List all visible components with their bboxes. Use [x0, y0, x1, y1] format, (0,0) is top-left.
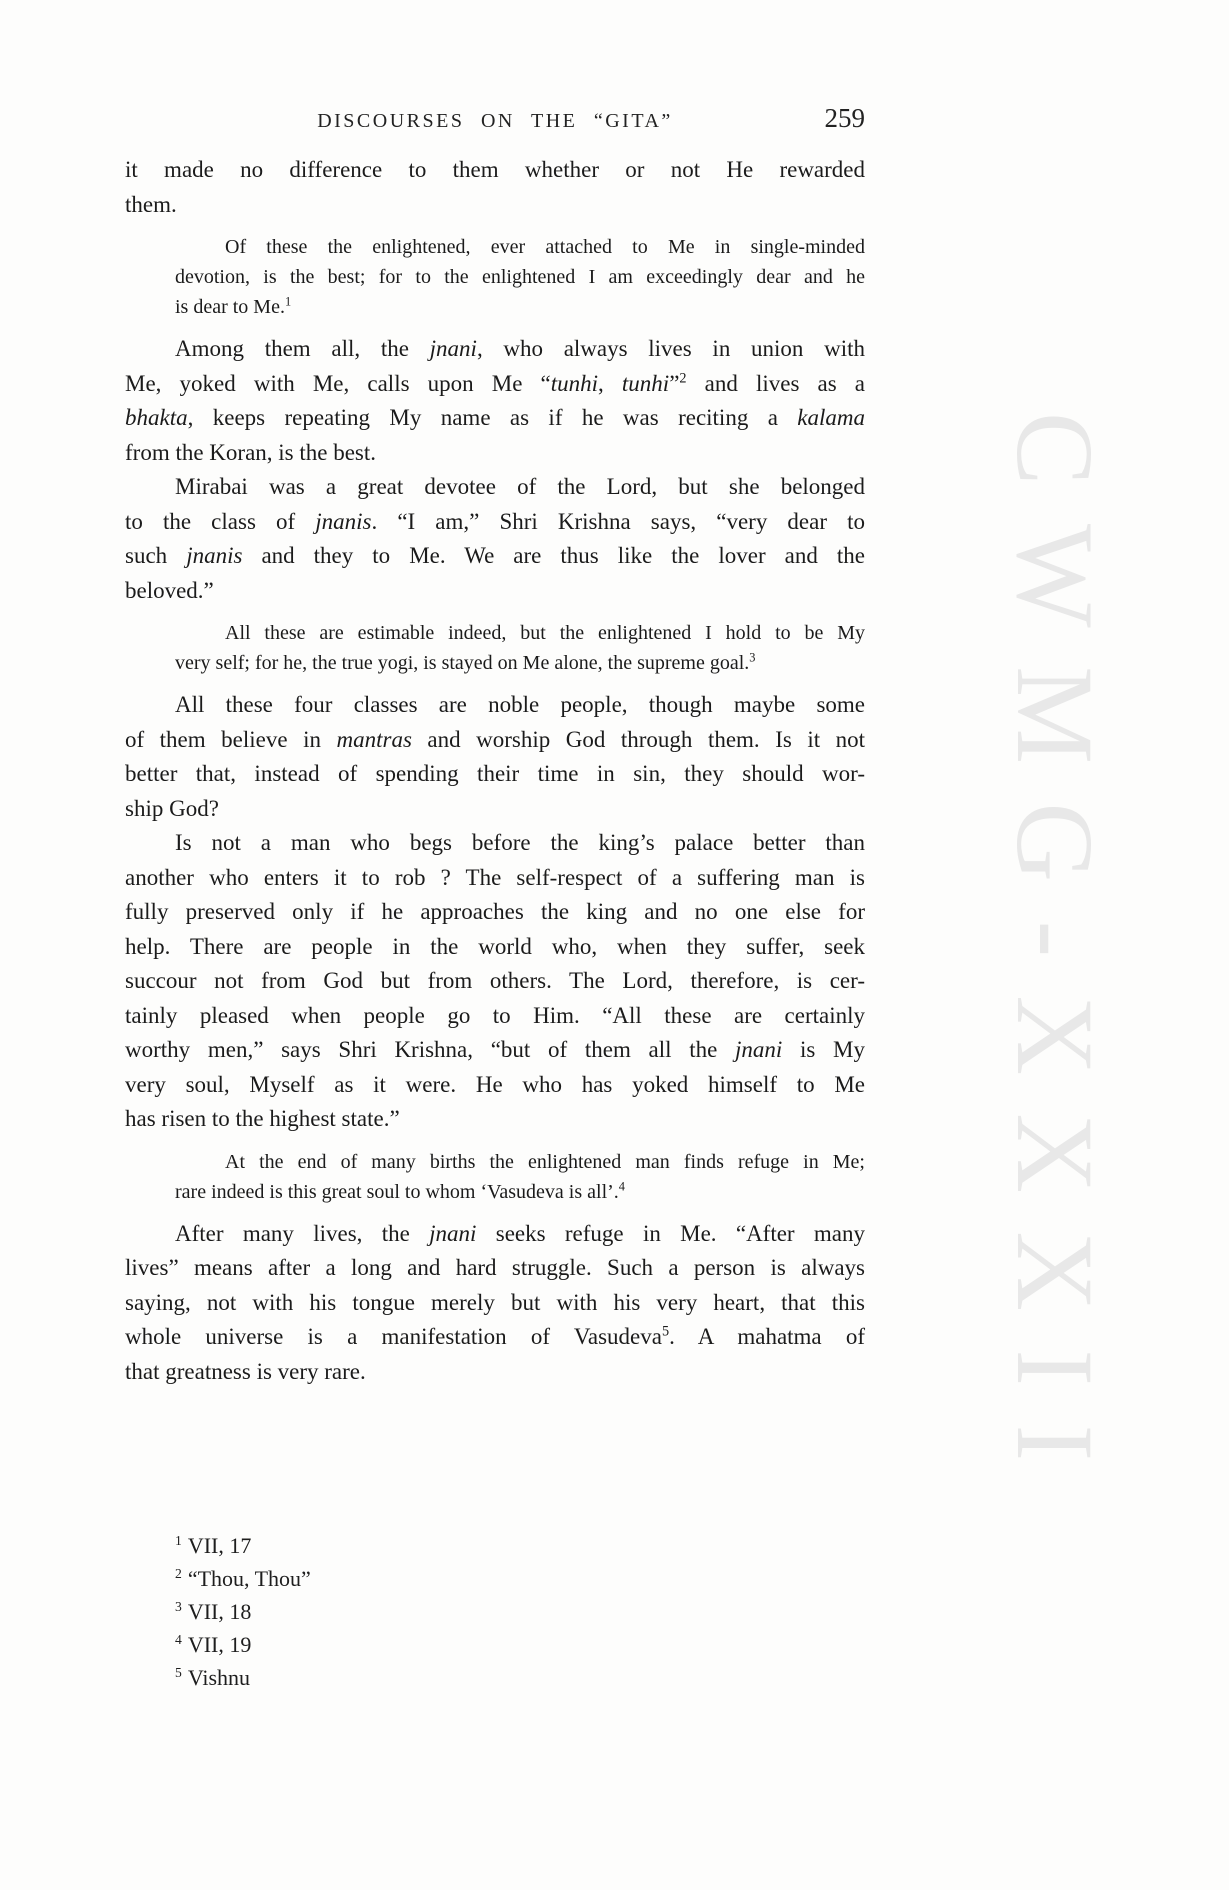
- text-line: fully preserved only if he approaches the king and no one else for: [125, 899, 865, 924]
- footnotes: [175, 1529, 865, 1694]
- text-line: that greatness is very rare.: [125, 1358, 366, 1384]
- block-quote: [175, 1147, 865, 1207]
- text-line: is dear to Me.$^1$: [175, 294, 292, 318]
- text-line: has risen to the highest state.”: [125, 1106, 400, 1131]
- page-number: 259: [824, 103, 865, 133]
- text-line: beloved.”: [125, 577, 214, 603]
- text-line: very soul, Myself as it were. He who has yoked himself to Me: [125, 1071, 865, 1097]
- page-content: [125, 103, 865, 1694]
- footnote: $^3$ VII, 18: [175, 1598, 252, 1624]
- text-line: Among them all, the jnani, who always lives in union with: [175, 336, 866, 361]
- text-line: worthy men,” says Shri Krishna, “but of them all the jnani is My: [125, 1037, 865, 1062]
- text-line: Me, yoked with Me, calls upon Me “tunhi, tunhi”$^2$ and lives as a: [125, 369, 866, 396]
- paragraph: [125, 332, 865, 470]
- block-quote: [175, 618, 865, 678]
- text-line: Is not a man who begs before the king’s palace better than: [175, 830, 865, 855]
- paragraph: [125, 153, 865, 222]
- text-line: At the end of many births the enlightened man finds refuge in Me;: [225, 1150, 865, 1173]
- text-line: whole universe is a manifestation of Vasudeva$^5$. A mahatma of: [125, 1323, 866, 1349]
- text-line: another who enters it to rob ? The self-respect of a suffering man is: [125, 864, 865, 890]
- text-line: tainly pleased when people go to Him. “All these are certainly: [125, 1002, 865, 1028]
- text-line: from the Koran, is the best.: [125, 439, 377, 465]
- text-line: succour not from God but from others. The Lord, therefore, is cer-: [125, 968, 865, 993]
- text-line: of them believe in mantras and worship God through them. Is it not: [125, 726, 865, 752]
- text-line: bhakta, keeps repeating My name as if he was reciting a kalama: [125, 405, 865, 430]
- text-line: All these four classes are noble people, though maybe some: [175, 692, 865, 717]
- watermark-text: CWMG-XXXII: [994, 412, 1116, 1500]
- text-line: After many lives, the jnani seeks refuge in Me. “After many: [175, 1220, 866, 1246]
- text-line: devotion, is the best; for to the enlightened I am exceedingly dear and he: [175, 266, 865, 288]
- text-line: lives” means after a long and hard struggle. Such a person is always: [125, 1255, 865, 1280]
- text-line: Of these the enlightened, ever attached to Me in single-minded: [225, 236, 865, 258]
- paragraph: [125, 826, 865, 1137]
- footnote: $^5$ Vishnu: [175, 1664, 251, 1690]
- text-line: All these are estimable indeed, but the enlightened I hold to be My: [225, 622, 865, 644]
- block-quote: [175, 232, 865, 322]
- text-line: rare indeed is this great soul to whom ‘Vasudeva is all’.$^4$: [175, 1178, 625, 1203]
- page-title: DISCOURSES ON THE “GITA”: [317, 110, 673, 132]
- text-line: it made no difference to them whether or not He rewarded: [125, 157, 865, 182]
- text-line: help. There are people in the world who, when they suffer, seek: [125, 933, 865, 959]
- footnote: $^4$ VII, 19: [175, 1631, 252, 1657]
- text-line: them.: [125, 191, 177, 217]
- text-line: ship God?: [125, 795, 219, 821]
- text-line: Mirabai was a great devotee of the Lord, but she belonged: [175, 474, 865, 499]
- text-line: such jnanis and they to Me. We are thus like the lover and the: [125, 543, 865, 568]
- text-line: very self; for he, the true yogi, is stayed on Me alone, the supreme goal.$^3$: [175, 650, 756, 674]
- paragraph: [125, 470, 865, 608]
- footnote: $^2$ “Thou, Thou”: [175, 1565, 311, 1591]
- body-text: [125, 153, 865, 1389]
- footnote: $^1$ VII, 17: [175, 1532, 252, 1558]
- text-line: saying, not with his tongue merely but with his very heart, that this: [125, 1289, 865, 1315]
- text-line: to the class of jnanis. “I am,” Shri Krishna says, “very dear to: [125, 508, 865, 534]
- paragraph: [125, 1217, 865, 1390]
- paragraph: [125, 688, 865, 826]
- text-line: better that, instead of spending their time in sin, they should wor-: [125, 761, 865, 786]
- running-header: [125, 103, 865, 137]
